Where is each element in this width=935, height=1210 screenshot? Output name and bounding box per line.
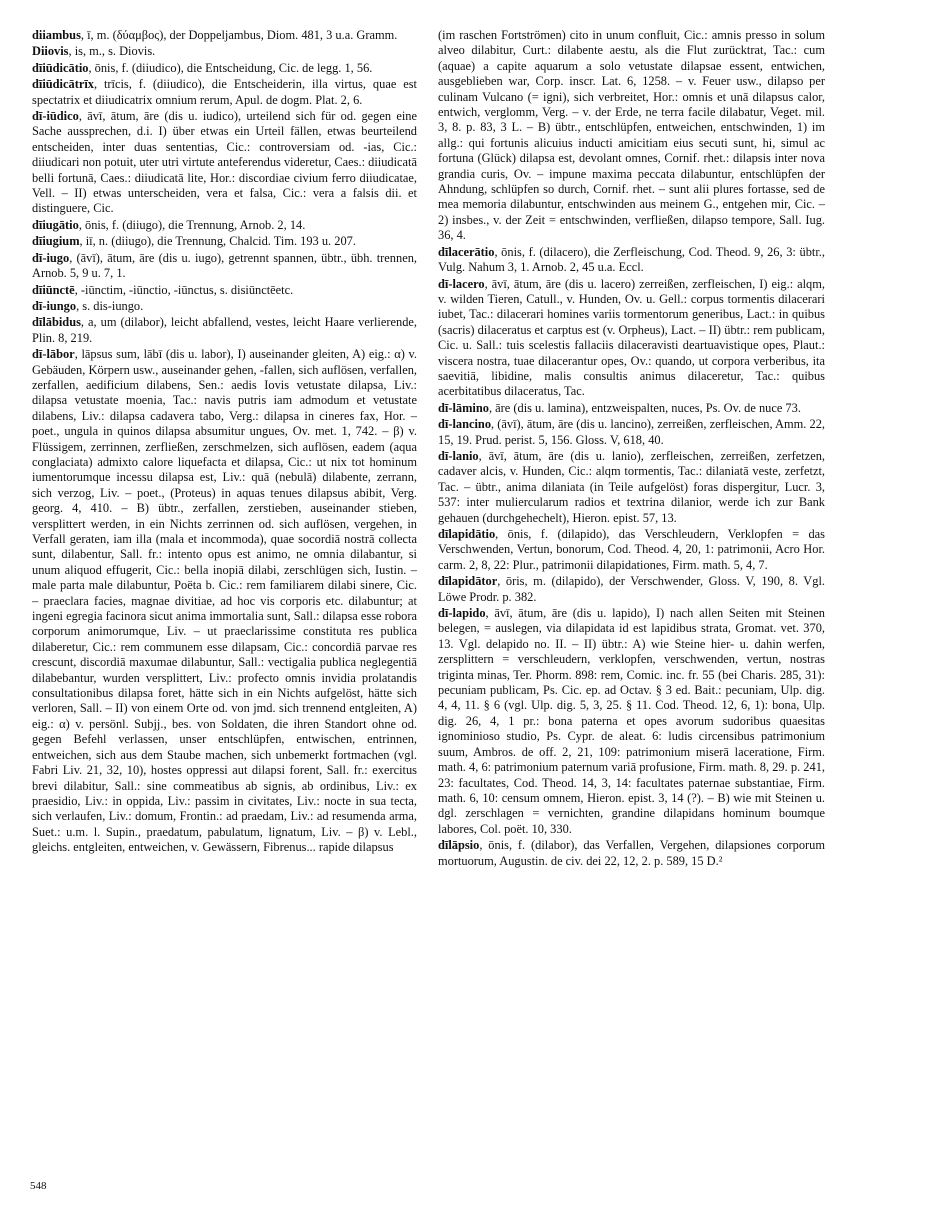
- dictionary-entry: [438, 277, 825, 400]
- headword: dī-iungo: [32, 298, 77, 313]
- dictionary-entry: [438, 245, 825, 276]
- entry-body: , iī, n. (diiugo), die Trennung, Chalcid. Tim. 193 u. 207.: [79, 234, 356, 249]
- entry-body: , -iūnctim, -iūnctio, -iūnctus, s. disiūnctēetc.: [74, 282, 294, 297]
- dictionary-entry-continuation: [438, 28, 825, 244]
- dictionary-entry: [32, 61, 417, 76]
- headword: dīiugium: [32, 234, 80, 249]
- right-column: [438, 28, 825, 870]
- headword: dīiūnctē: [32, 282, 75, 297]
- left-column: [32, 28, 417, 857]
- dictionary-entry: [32, 28, 417, 43]
- entry-body: , trīcis, f. (diiudico), die Entscheiderin, illa virtus, quae est spectatrix et diiudicatrix omnium rerum, Apul. de dogm. Plat. 2, 6.: [32, 77, 417, 107]
- entry-body: , s. dis-iungo.: [76, 298, 144, 313]
- headword: dī-iūdico: [32, 109, 79, 124]
- dictionary-entry: [438, 417, 825, 448]
- entry-body: , ōnis, f. (diiudico), die Entscheidung, Cic. de legg. 1, 56.: [88, 60, 373, 75]
- headword: dī-lābor: [32, 347, 75, 362]
- entry-body: , āvī, ātum, āre (dis u. iudico), urteilend sich für od. gegen eine Sache aussprechen, d.i. I) über etwas ein Urteil fällen, etwas beurteilend entscheiden, inter duas sententias, Cic.: controversiam od. -ias, Cic.: diiudicari non potuit, uter utri virtute anteferendus videretur, Caes.: diiudicatā belli fortunā, Caes.: diiudicatā lite, Hor.: discordiae civium ferro diiudicatae, Vell. – II) etwas unterscheiden, vera et falsa, Cic.: vera a falsis dii. et distinguere, Cic.: [32, 109, 417, 216]
- dictionary-entry: [438, 606, 825, 837]
- entry-body: , is, m., s. Diovis.: [68, 44, 156, 59]
- entry-body: , ōnis, f. (dilapido), das Verschleudern, Verklopfen = das Verschwenden, Vertun, bonorum, Cod. Theod. 4, 20, 1: patrimonii, Acro Hor. carm. 2, 8, 22: Plur., patrimonii dilapidationes, Firm. math. 5, 4, 7.: [438, 527, 825, 572]
- entry-body: , (āvī), ātum, āre (dis u. lancino), zerreißen, zerfleischen, Amm. 22, 15, 19. Prud. perist. 5, 156. Gloss. V, 618, 40.: [438, 417, 825, 447]
- dictionary-entry: [438, 449, 825, 526]
- entry-body: , ōnis, f. (diiugo), die Trennung, Arnob. 2, 14.: [78, 217, 306, 232]
- headword: dī-lacero: [438, 276, 485, 291]
- dictionary-entry: [438, 838, 825, 869]
- headword: dīlābidus: [32, 315, 81, 330]
- headword: dīiūdicātrīx: [32, 77, 94, 92]
- dictionary-entry: [438, 527, 825, 573]
- headword: dīiūdicātio: [32, 60, 89, 75]
- entry-body: , lāpsus sum, lābī (dis u. labor), I) auseinander gleiten, A) eig.: α) v. Gebäuden, Körpern usw., auseinander gehen, -fallen, sich auflösen, verfallen, zerfallen, aedificium dilabens, Sen.: aedis Iovis vetustate dilapsa, Liv.: dilapsa vetustate moenia, Tac.: navis putris iam admodum et vetustate dilabens, Liv.: dilapsa cadavera tabo, Verg.: dilapsa in cineres fax, Hor. – poet., ungula in quinos dilapsa absumitur ungues, Ov. met. 1, 742. – β) v. Flüssigem, zerrinnen, zerfließen, zerschmelzen, sich auflösen, eadem (aqua conglaciata) admixto calore liquefacta et dilapsa, Cic.: ut nix tot hominum iumentorumque incessu dilapsa est, Liv.: quā (nebulā) dilabente, zerrann, sich verzog, Liv. – poet., (Proteus) in aquas tenues dilapsus abibit, Verg. georg. 4, 410. – B) übtr., zerfallen, zerstieben, auseinander stieben, versplittert werden, in ein Nichts zerrinnen od. sich auflösen, vergehen, in Verfall geraten, iam illa (mala et incommoda), quae socordiā nostrā collecta sunt, dilabentur, Sall. fr.: intento opus est animo, ne omnia dilabantur, si unum aliquod effugerit, Cic.: bella inopiā dilabi, zerschlügen sich, Iustin. – male parta male dilabuntur, Poëta b. Cic.: rem familiarem dilabi sinere, Cic. – praeclara facies, magnae divitiae, ad hoc vis corporis etc. dilabuntur; at ingeni egregia facinora sicut anima immortalia sunt, Sall.: dilapsa esse robora corporum animorumque, Liv. – ut praeclarissime constituta res publica dilaberetur, Cic.: rem communem esse dilapsam, Cic.: concordiā parvae res crescunt, discordiā maxumae dilabuntur, Sall.: vectigalia publica neglegentiā dilabebantur, wurden versplittert, Liv.: profecto omnis invidia prolatandis consultationibus dilapsa foret, hätte sich in ein Nichts aufgelöst, hätte sich verloren, Sall. – II) von einem Orte od. von jmd. sich trennend entgleiten, A) eig.: α) v. persönl. Subjj., bes. von Soldaten, die ihren Standort ohne od. gegen Befehl verlassen, unser entschlüpfen, entwischen, entrinnen, entweichen, sich aus dem Staube machen, sich unbemerkt fortmachen (vgl. Fabri Liv. 21, 32, 10), hostes oppressi aut dilapsi forent, Sall. fr.: exercitus brevi dilabitur, Sall.: sine commeatibus ab signis, ab ordinibus, Liv.: ex praesidio, Liv.: in oppida, Liv.: passim in civitates, Liv.: nocte in sua tecta, sich verlaufen, Liv.: domum, Frontin.: ad praedam, Liv.: ad resumenda arma, Suet.: u.m. l. Supin., praedatum, pabulatum, lignatum, Liv. – β) v. Lebl., gleichs. entgleiten, entweichen, v. Gewässern, Fibrenus... rapide dilapsus: [32, 347, 417, 855]
- entry-body: (im raschen Fortströmen) cito in unum confluit, Cic.: amnis presso in solum alveo dilabitur, Curt.: dilabente aestu, als die Flut zurücktrat, Tac.: cum (aquae) a capite aquarum a solo vetustate dilapsae essent, entwichen, ausgeblieben war, Corp. inscr. Lat. 6, 1258. – v. Feuer usw., dilapso per culinam Vulcano (= igni), sich verbreitet, Hor.: omnis et unā dilapsus calor, entwich, verglomm, Verg. – v. der Erde, ne terra facile dilabatur, Veget. mil. 3, 8. p. 83, 3 L. – B) übtr., entschlüpfen, entweichen, entschwinden, 1) im allg.: qui fortunis alicuius inducti amicitiam eius secuti sunt, hi, simul ac fortuna (Glück) dilapsa est, devolant omnes, Cornif. rhet.: dilapsis inter nova grandia curis, Ov. – impune maxima peccata dilabuntur, entschlüpfen der Ahndung, schlüpfen so durch, Cornif. rhet. – sunt alii plures fortasse, sed de mea memoria dilabuntur, entschwinden aus meinem G., entgehen mir, Cic. – 2) insbes., v. der Zeit = entschwinden, verfließen, dilapso tempore, Sall. Iug. 36, 4.: [438, 28, 825, 243]
- dictionary-entry: [32, 299, 417, 314]
- entry-body: , ōnis, f. (dilacero), die Zerfleischung, Cod. Theod. 9, 26, 3: übtr., Vulg. Nahum 3, 1. Arnob. 2, 45 u.a. Eccl.: [438, 244, 825, 275]
- dictionary-entry: [32, 109, 417, 217]
- headword: dīlacerātio: [438, 244, 495, 259]
- entry-body: , āre (dis u. lamina), entzweispalten, nuces, Ps. Ov. de nuce 73.: [488, 400, 801, 415]
- dictionary-entry: [438, 401, 825, 416]
- entry-body: , ī, m. (δύαμβος), der Doppeljambus, Diom. 481, 3 u.a. Gramm.: [80, 28, 398, 42]
- dictionary-entry: [32, 218, 417, 233]
- entry-body: , (āvī), ātum, āre (dis u. iugo), getrennt spannen, übtr., übh. trennen, Arnob. 5, 9 u. 7, 1.: [32, 250, 417, 281]
- headword: Diiovis: [32, 44, 69, 59]
- headword: dīlāpsio: [438, 838, 480, 853]
- headword: dī-lancino: [438, 417, 492, 432]
- dictionary-entry: [32, 44, 417, 59]
- dictionary-entry: [32, 251, 417, 282]
- headword: dīlapidātor: [438, 574, 498, 589]
- dictionary-entry: [32, 347, 417, 855]
- entry-body: , āvī, ātum, āre (dis u. lacero) zerreißen, zerfleischen, I) eig.: alqm, v. wilden Tieren, Catull., v. Hunden, Ov. u. Gell.: corpus tormentis dilacerari iubet, Tac.: dilacerari homines variis tormentorum generibus, Lact.: in quibus (sacris) dilaceratus et carptus est (v. Orpheus), Lact. – II) übtr.: rem publicam, Cic. u. Sall.: tuis scelestis fallaciis dilaceravisti deartuavistique opes, Plaut.: viscera nostra, tuae dilacerantur opes, Ov.: quando, ut corpora verberibus, ita saevitiā, libidine, malis consultis animus dilaceretur, Tac.: quibus acerbitatibus dilaceratus, Tac.: [438, 276, 825, 399]
- headword: dī-lāmino: [438, 400, 489, 415]
- headword: dī-iugo: [32, 250, 70, 265]
- dictionary-entry: [32, 77, 417, 108]
- page-number: 548: [30, 1180, 47, 1192]
- dictionary-entry: [32, 283, 417, 298]
- headword: diiambus: [32, 28, 81, 42]
- entry-body: , ōris, m. (dilapido), der Verschwender, Gloss. V, 190, 8. Vgl. Löwe Prodr. p. 382.: [438, 574, 825, 604]
- entry-body: , ōnis, f. (dilabor), das Verfallen, Vergehen, dilapsiones corporum mortuorum, Augustin. de civ. dei 22, 12, 2. p. 589, 15 D.²: [438, 838, 825, 868]
- headword: dīlapidātio: [438, 527, 496, 541]
- headword: dī-lanio: [438, 448, 479, 463]
- entry-body: , āvī, ātum, āre (dis u. lapido), I) nach allen Seiten mit Steinen belegen, = auslegen, via dilapidata id est lapidibus strata, Gromat. vet. 370, 13. Vgl. delapido no. II. – II) übtr.: A) wie Steine hier- u. dahin werfen, zersplittern = verschleudern, verklopfen, verschwenden, vertun, nostras triginta minas, Ter. Phorm. 898: rem, Comic. inc. fr. 55 (bei Charis. 285, 31): pecuniam publicam, Ps. Cic. ep. ad Octav. § 3 ed. Bait.: pecuniam, Ulp. dig. 4, 4, 11. § 6 (vgl. Ulp. dig. 5, 3, 25. § 11. Cod. Theod. 12, 6, 1): bona, Ulp. dig. 26, 4, 1 pr.: bona paterna et opes avorum sudoribus quaesitas ignominioso studio, Ps. Cypr. de aleat. 6: ludis circensibus patrimonium suum, Ambros. de off. 2, 21, 109: patrimonium miserā laceratione, Firm. math. 4, 6: patrimonium paternum variā profusione, Firm. math. 8, 29. p. 241, 23: facultates, Cod. Theod. 14, 3, 14: facultates paternae substantiae, Firm. math. 6, 10: censum omnem, Hieron. epist. 3, 14 (?). – B) wie mit Steinen u. dgl. zerschlagen = vernichten, grandine dilapidans hominum boumque labores, Col. poët. 10, 330.: [438, 606, 825, 836]
- dictionary-entry: [32, 234, 417, 249]
- dictionary-entry: [32, 315, 417, 346]
- headword: dī-lapido: [438, 606, 486, 621]
- dictionary-entry: [438, 574, 825, 605]
- headword: dīiugātio: [32, 217, 79, 232]
- entry-body: , āvī, ātum, āre (dis u. lanio), zerfleischen, zerreißen, zerfetzen, cadaver alcis, v. Hunden, Cic.: alqm tormentis, Tac.: dilaniatā veste, zerfetzt, Tac. – übtr., anima dilaniata (in Teile aufgelöst) foras dispergitur, Lucr. 3, 537: inter muliercularum radios et textrina dilanior, werde ich zur Bank gehauen (durchgehechelt), Hieron. epist. 57, 13.: [438, 448, 825, 525]
- entry-body: , a, um (dilabor), leicht abfallend, vestes, leicht Haare verlierende, Plin. 8, 219.: [32, 315, 417, 345]
